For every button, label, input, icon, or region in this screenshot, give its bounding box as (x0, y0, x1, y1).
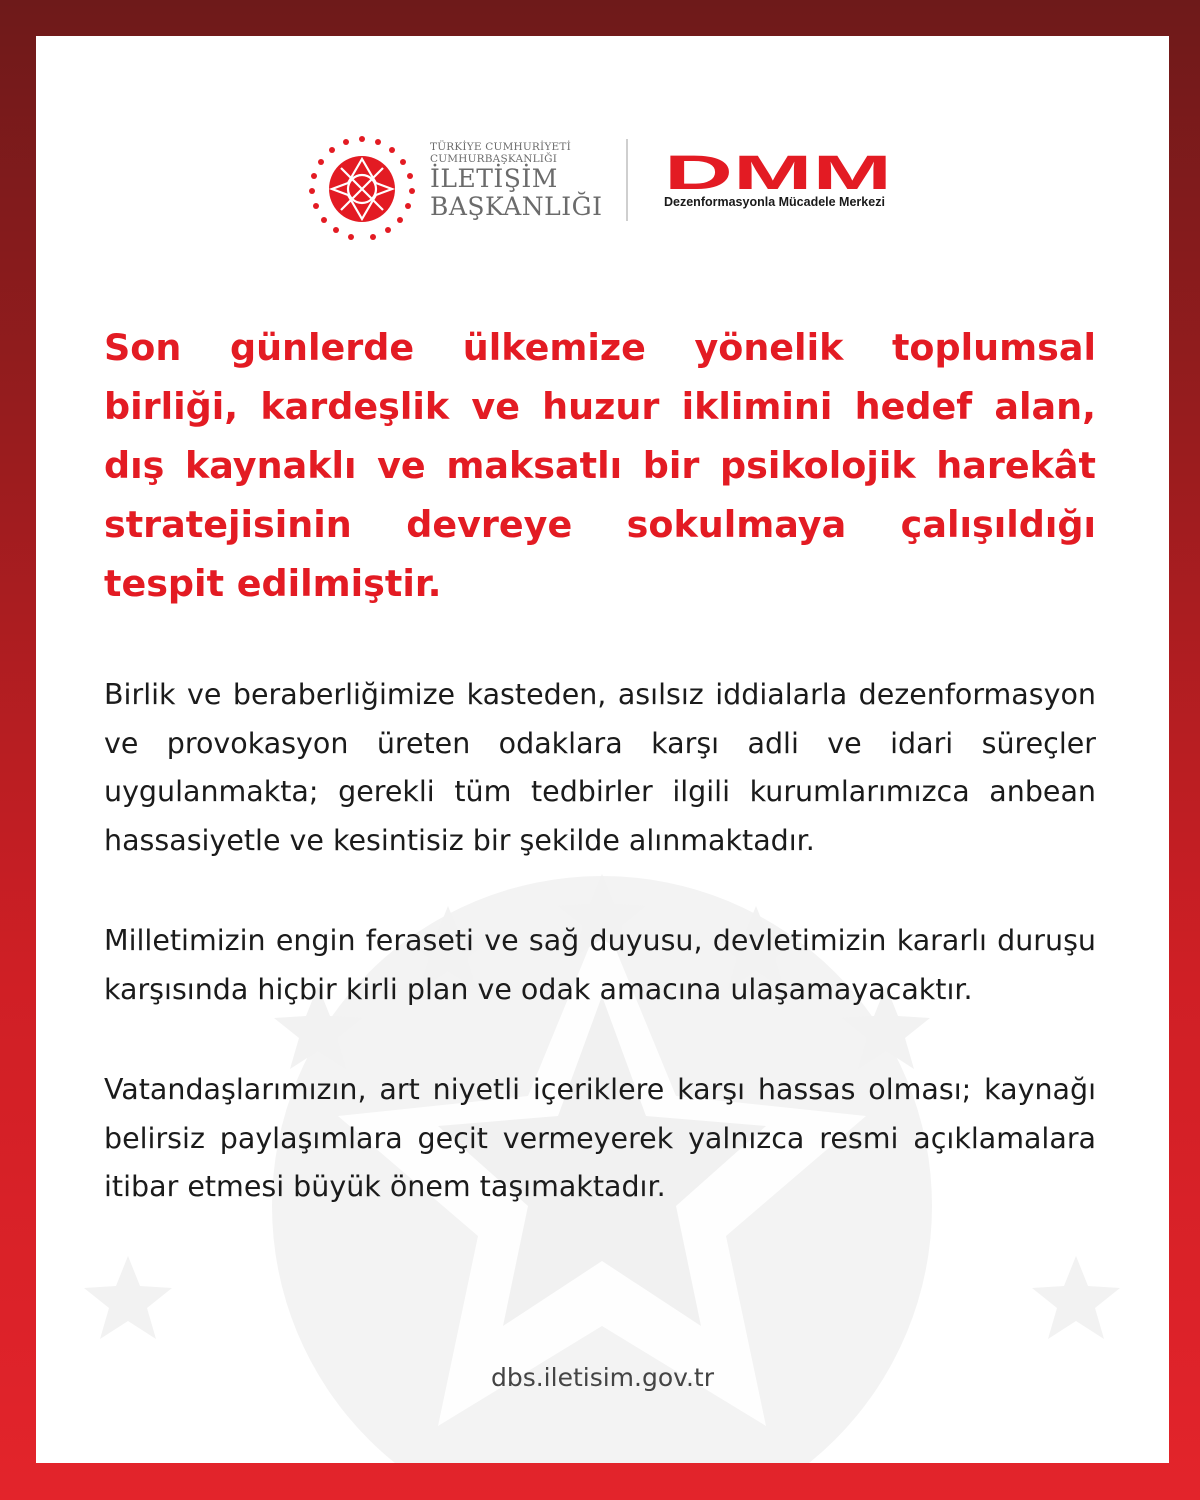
statement-body (104, 318, 1096, 1264)
dmm-logo-text: DMM (664, 153, 892, 191)
org-line-1: TÜRKİYE CUMHURİYETİ (430, 141, 571, 153)
footer-url: dbs.iletisim.gov.tr (490, 1363, 715, 1392)
presidency-star-emblem-icon (306, 131, 418, 243)
logo-divider (626, 139, 628, 221)
paragraph-2: Milletimizin engin feraseti ve sağ duyusu, devletimizin kararlı duruşu karşısında hiçbir kirli plan ve odak amacına ulaşamayacaktır. (104, 924, 1096, 1006)
org-line-3: İLETİŞİM (430, 164, 558, 193)
header-logos (306, 131, 906, 241)
statement-card (36, 36, 1169, 1463)
presidency-org-name (430, 141, 602, 221)
dmm-logo (664, 153, 894, 191)
dmm-subtitle: Dezenformasyonla Mücadele Merkezi (664, 195, 885, 209)
org-line-2: CUMHURBAŞKANLIĞI (430, 153, 558, 165)
paragraph-3: Vatandaşlarımızın, art niyetli içeriklere karşı hassas olması; kaynağı belirsiz paylaşımlara geçit vermeyerek yalnızca resmi açıklamalara itibar etmesi büyük önem taşımaktadır. (104, 1073, 1096, 1203)
lead-statement: Son günlerde ülkemize yönelik toplumsal birliği, kardeşlik ve huzur iklimini hedef alan, dış kaynaklı ve maksatlı bir psikolojik harekât stratejisinin devreye sokulmaya çalışıldığı tespit edilmiştir. (104, 326, 1096, 605)
paragraph-1: Birlik ve beraberliğimize kasteden, asılsız iddialarla dezenformasyon ve provokasyon üreten odaklara karşı adli ve idari süreçler uygulanmakta; gerekli tüm tedbirler ilgili kurumlarımızca anbean hassasiyetle ve kesintisiz bir şekilde alınmaktadır. (104, 678, 1096, 857)
org-line-4: BAŞKANLIĞI (430, 192, 603, 221)
